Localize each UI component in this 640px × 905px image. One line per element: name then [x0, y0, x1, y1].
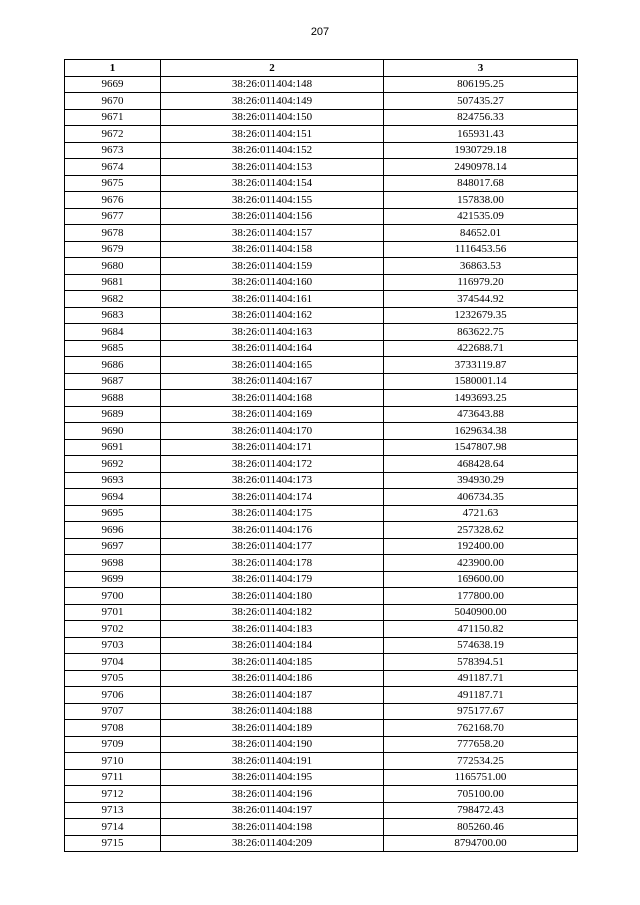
value-cell: 4721.63	[384, 505, 578, 522]
value-cell: 473643.88	[384, 406, 578, 423]
row-number-cell: 9692	[65, 456, 161, 473]
cadastral-number-cell: 38:26:011404:154	[161, 175, 384, 192]
table-row	[65, 472, 578, 489]
cadastral-number-cell: 38:26:011404:185	[161, 654, 384, 671]
table-row	[65, 819, 578, 836]
header-row	[65, 60, 578, 77]
table-row	[65, 604, 578, 621]
value-cell: 848017.68	[384, 175, 578, 192]
cadastral-number-cell: 38:26:011404:160	[161, 274, 384, 291]
value-cell: 165931.43	[384, 126, 578, 143]
table-row	[65, 538, 578, 555]
table-row	[65, 571, 578, 588]
cadastral-number-cell: 38:26:011404:158	[161, 241, 384, 258]
cadastral-number-cell: 38:26:011404:196	[161, 786, 384, 803]
row-number-cell: 9702	[65, 621, 161, 638]
cadastral-number-cell: 38:26:011404:155	[161, 192, 384, 209]
row-number-cell: 9691	[65, 439, 161, 456]
cadastral-number-cell: 38:26:011404:165	[161, 357, 384, 374]
table-row	[65, 109, 578, 126]
value-cell: 36863.53	[384, 258, 578, 275]
table-row	[65, 637, 578, 654]
value-cell: 1116453.56	[384, 241, 578, 258]
value-cell: 1165751.00	[384, 769, 578, 786]
value-cell: 772534.25	[384, 753, 578, 770]
value-cell: 777658.20	[384, 736, 578, 753]
value-cell: 394930.29	[384, 472, 578, 489]
table-row	[65, 522, 578, 539]
cadastral-number-cell: 38:26:011404:172	[161, 456, 384, 473]
table-row	[65, 720, 578, 737]
value-cell: 1493693.25	[384, 390, 578, 407]
cadastral-number-cell: 38:26:011404:163	[161, 324, 384, 341]
cadastral-number-cell: 38:26:011404:149	[161, 93, 384, 110]
row-number-cell: 9694	[65, 489, 161, 506]
cadastral-number-cell: 38:26:011404:195	[161, 769, 384, 786]
table-row	[65, 340, 578, 357]
table-row	[65, 687, 578, 704]
value-cell: 422688.71	[384, 340, 578, 357]
table-row	[65, 654, 578, 671]
row-number-cell: 9676	[65, 192, 161, 209]
value-cell: 374544.92	[384, 291, 578, 308]
row-number-cell: 9712	[65, 786, 161, 803]
cadastral-number-cell: 38:26:011404:179	[161, 571, 384, 588]
row-number-cell: 9697	[65, 538, 161, 555]
row-number-cell: 9686	[65, 357, 161, 374]
row-number-cell: 9689	[65, 406, 161, 423]
cadastral-number-cell: 38:26:011404:189	[161, 720, 384, 737]
cadastral-number-cell: 38:26:011404:191	[161, 753, 384, 770]
value-cell: 574638.19	[384, 637, 578, 654]
table-header	[65, 60, 578, 77]
cadastral-number-cell: 38:26:011404:151	[161, 126, 384, 143]
row-number-cell: 9711	[65, 769, 161, 786]
row-number-cell: 9677	[65, 208, 161, 225]
row-number-cell: 9674	[65, 159, 161, 176]
row-number-cell: 9700	[65, 588, 161, 605]
cadastral-number-cell: 38:26:011404:186	[161, 670, 384, 687]
value-cell: 421535.09	[384, 208, 578, 225]
value-cell: 406734.35	[384, 489, 578, 506]
value-cell: 1547807.98	[384, 439, 578, 456]
cadastral-number-cell: 38:26:011404:169	[161, 406, 384, 423]
row-number-cell: 9680	[65, 258, 161, 275]
value-cell: 84652.01	[384, 225, 578, 242]
cadastral-number-cell: 38:26:011404:182	[161, 604, 384, 621]
cadastral-number-cell: 38:26:011404:178	[161, 555, 384, 572]
table-row	[65, 489, 578, 506]
cadastral-number-cell: 38:26:011404:174	[161, 489, 384, 506]
table-row	[65, 555, 578, 572]
row-number-cell: 9696	[65, 522, 161, 539]
row-number-cell: 9688	[65, 390, 161, 407]
row-number-cell: 9678	[65, 225, 161, 242]
cadastral-number-cell: 38:26:011404:175	[161, 505, 384, 522]
cadastral-number-cell: 38:26:011404:187	[161, 687, 384, 704]
row-number-cell: 9681	[65, 274, 161, 291]
cadastral-number-cell: 38:26:011404:184	[161, 637, 384, 654]
table-row	[65, 769, 578, 786]
table-row	[65, 423, 578, 440]
value-cell: 3733119.87	[384, 357, 578, 374]
table-row	[65, 241, 578, 258]
row-number-cell: 9670	[65, 93, 161, 110]
value-cell: 116979.20	[384, 274, 578, 291]
row-number-cell: 9673	[65, 142, 161, 159]
row-number-cell: 9690	[65, 423, 161, 440]
table-row	[65, 175, 578, 192]
table-row	[65, 390, 578, 407]
table-row	[65, 835, 578, 852]
value-cell: 1232679.35	[384, 307, 578, 324]
cadastral-number-cell: 38:26:011404:162	[161, 307, 384, 324]
cadastral-number-cell: 38:26:011404:164	[161, 340, 384, 357]
cadastral-number-cell: 38:26:011404:198	[161, 819, 384, 836]
value-cell: 192400.00	[384, 538, 578, 555]
cadastral-number-cell: 38:26:011404:177	[161, 538, 384, 555]
table-body	[65, 76, 578, 852]
cadastral-number-cell: 38:26:011404:148	[161, 76, 384, 93]
row-number-cell: 9710	[65, 753, 161, 770]
table-row	[65, 406, 578, 423]
table-row	[65, 456, 578, 473]
cadastral-number-cell: 38:26:011404:170	[161, 423, 384, 440]
value-cell: 5040900.00	[384, 604, 578, 621]
row-number-cell: 9701	[65, 604, 161, 621]
value-cell: 824756.33	[384, 109, 578, 126]
table-row	[65, 192, 578, 209]
row-number-cell: 9704	[65, 654, 161, 671]
row-number-cell: 9672	[65, 126, 161, 143]
value-cell: 805260.46	[384, 819, 578, 836]
table-row	[65, 703, 578, 720]
cadastral-number-cell: 38:26:011404:188	[161, 703, 384, 720]
column-header-3: 3	[384, 60, 578, 77]
cadastral-number-cell: 38:26:011404:190	[161, 736, 384, 753]
value-cell: 806195.25	[384, 76, 578, 93]
table-row	[65, 208, 578, 225]
value-cell: 507435.27	[384, 93, 578, 110]
cadastral-number-cell: 38:26:011404:173	[161, 472, 384, 489]
table-row	[65, 621, 578, 638]
value-cell: 863622.75	[384, 324, 578, 341]
value-cell: 975177.67	[384, 703, 578, 720]
cadastral-number-cell: 38:26:011404:159	[161, 258, 384, 275]
cadastral-number-cell: 38:26:011404:150	[161, 109, 384, 126]
value-cell: 157838.00	[384, 192, 578, 209]
cadastral-number-cell: 38:26:011404:197	[161, 802, 384, 819]
table-row	[65, 505, 578, 522]
value-cell: 423900.00	[384, 555, 578, 572]
value-cell: 471150.82	[384, 621, 578, 638]
row-number-cell: 9685	[65, 340, 161, 357]
value-cell: 491187.71	[384, 687, 578, 704]
value-cell: 1930729.18	[384, 142, 578, 159]
value-cell: 257328.62	[384, 522, 578, 539]
table-row	[65, 588, 578, 605]
cadastral-number-cell: 38:26:011404:168	[161, 390, 384, 407]
cadastral-number-cell: 38:26:011404:153	[161, 159, 384, 176]
row-number-cell: 9679	[65, 241, 161, 258]
table-row	[65, 324, 578, 341]
table-row	[65, 258, 578, 275]
value-cell: 468428.64	[384, 456, 578, 473]
value-cell: 762168.70	[384, 720, 578, 737]
cadastral-number-cell: 38:26:011404:157	[161, 225, 384, 242]
row-number-cell: 9684	[65, 324, 161, 341]
cadastral-number-cell: 38:26:011404:152	[161, 142, 384, 159]
cadastral-number-cell: 38:26:011404:156	[161, 208, 384, 225]
table-row	[65, 736, 578, 753]
table-row	[65, 786, 578, 803]
table-row	[65, 274, 578, 291]
value-cell: 8794700.00	[384, 835, 578, 852]
table-row	[65, 291, 578, 308]
table-row	[65, 126, 578, 143]
value-cell: 2490978.14	[384, 159, 578, 176]
row-number-cell: 9675	[65, 175, 161, 192]
row-number-cell: 9695	[65, 505, 161, 522]
row-number-cell: 9714	[65, 819, 161, 836]
row-number-cell: 9699	[65, 571, 161, 588]
row-number-cell: 9687	[65, 373, 161, 390]
table-row	[65, 76, 578, 93]
value-cell: 578394.51	[384, 654, 578, 671]
table-row	[65, 142, 578, 159]
row-number-cell: 9682	[65, 291, 161, 308]
cadastral-number-cell: 38:26:011404:183	[161, 621, 384, 638]
row-number-cell: 9707	[65, 703, 161, 720]
table-row	[65, 373, 578, 390]
row-number-cell: 9708	[65, 720, 161, 737]
table-row	[65, 753, 578, 770]
cadastral-number-cell: 38:26:011404:171	[161, 439, 384, 456]
value-cell: 705100.00	[384, 786, 578, 803]
cadastral-number-cell: 38:26:011404:176	[161, 522, 384, 539]
cadastral-number-cell: 38:26:011404:161	[161, 291, 384, 308]
value-cell: 491187.71	[384, 670, 578, 687]
value-cell: 1629634.38	[384, 423, 578, 440]
row-number-cell: 9705	[65, 670, 161, 687]
row-number-cell: 9698	[65, 555, 161, 572]
value-cell: 798472.43	[384, 802, 578, 819]
cadastral-number-cell: 38:26:011404:209	[161, 835, 384, 852]
table-row	[65, 307, 578, 324]
table-row	[65, 225, 578, 242]
row-number-cell: 9713	[65, 802, 161, 819]
row-number-cell: 9706	[65, 687, 161, 704]
value-cell: 1580001.14	[384, 373, 578, 390]
table-row	[65, 159, 578, 176]
table-row	[65, 670, 578, 687]
column-header-2: 2	[161, 60, 384, 77]
cadastral-number-cell: 38:26:011404:180	[161, 588, 384, 605]
data-table	[64, 59, 578, 852]
value-cell: 177800.00	[384, 588, 578, 605]
row-number-cell: 9683	[65, 307, 161, 324]
row-number-cell: 9703	[65, 637, 161, 654]
table-row	[65, 439, 578, 456]
row-number-cell: 9709	[65, 736, 161, 753]
table-row	[65, 802, 578, 819]
value-cell: 169600.00	[384, 571, 578, 588]
cadastral-number-cell: 38:26:011404:167	[161, 373, 384, 390]
row-number-cell: 9671	[65, 109, 161, 126]
table-row	[65, 357, 578, 374]
row-number-cell: 9693	[65, 472, 161, 489]
row-number-cell: 9669	[65, 76, 161, 93]
column-header-1: 1	[65, 60, 161, 77]
page-number: 207	[310, 26, 330, 38]
table-row	[65, 93, 578, 110]
row-number-cell: 9715	[65, 835, 161, 852]
